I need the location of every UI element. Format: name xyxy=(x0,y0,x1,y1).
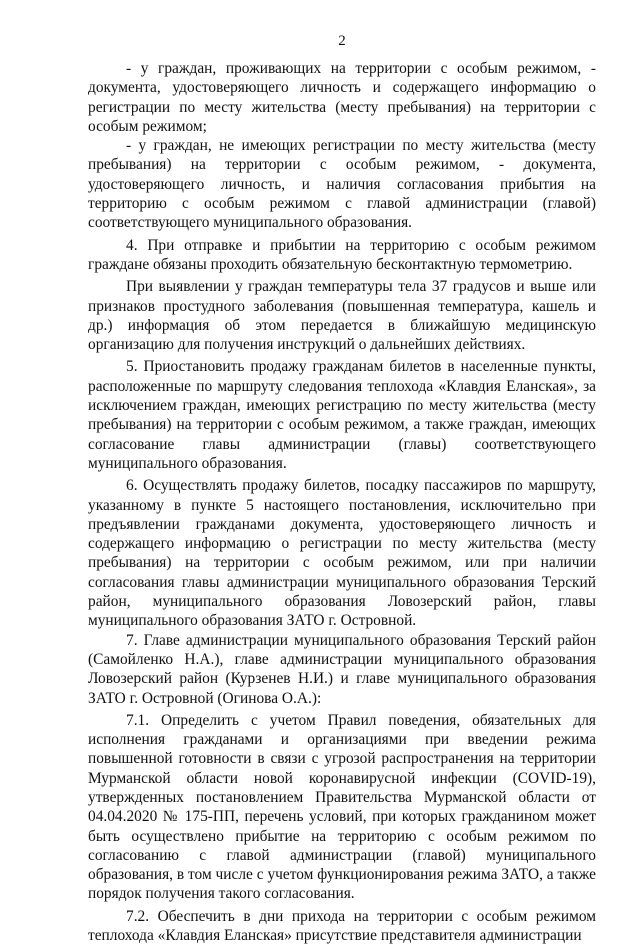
paragraph-item-7-1: 7.1. Определить с учетом Правил поведения, обязательных для исполнения гражданами и организациями при введении режима повышенной готовности в связи с угрозой распространения на территории Мурманской области новой коронавирусной инфекции (COVID-19), утвержденных постановлением Правительства Мурманской области от 04.04.2020 № 175-ПП, перечень условий, при которых гражданином может быть осуществлено прибытие на территорию с особым режимом по согласованию с главой администрации (главой) муниципального образования, в том числе с учетом функционирования режима ЗАТО, а также порядок получения такого согласования. xyxy=(88,711,596,903)
paragraph-residents-document: - у граждан, проживающих на территории с особым режимом, - документа, удостоверяющего личность и содержащего информацию о регистрации по месту жительства (месту пребывания) на территории с особым режимом; xyxy=(88,60,596,135)
paragraph-item-5-ticket-suspension: 5. Приостановить продажу гражданам билетов в населенные пункты, расположенные по маршруту следования теплохода «Клавдия Еланская», за исключением граждан, имеющих регистрацию по месту жительства (месту пребывания) на территории с особым режимом, а также граждан, имеющих согласование главы администрации (главы) соответствующего муниципального образования. xyxy=(88,358,596,472)
paragraph-nonresidents-document: - у граждан, не имеющих регистрации по месту жительства (месту пребывания) на территории с особым режимом, - документа, удостоверяющего личность, и наличия согласования прибытия на территорию с особым режимом с главой администрации (главой) соответствующего муниципального образования. xyxy=(88,137,596,232)
page-number: 2 xyxy=(338,33,346,49)
paragraph-item-6-ticket-sales: 6. Осуществлять продажу билетов, посадку пассажиров по маршруту, указанному в пункте 5 настоящего постановления, исключительно при предъявлении гражданами документа, удостоверяющего личность и содержащего информацию о регистрации по месту жительства (месту пребывания) на территории с особым режимом, или при наличии согласования главы администрации муниципального образования Терский район, муниципального образования Ловозерский район, главы муниципального образования ЗАТО г. Островной. xyxy=(88,477,596,630)
document-page xyxy=(88,32,596,945)
paragraph-item-7-2: 7.2. Обеспечить в дни прихода на территории с особым режимом теплохода «Клавдия Еланская» присутствие представителя администрации xyxy=(88,907,596,945)
paragraph-fever-detection: При выявлении у граждан температуры тела 37 градусов и выше или признаков простудного заболевания (повышенная температура, кашель и др.) информация об этом передается в ближайшую медицинскую организацию для получения инструкций о дальнейших действиях. xyxy=(88,278,596,354)
paragraph-item-7-heads: 7. Главе администрации муниципального образования Терский район (Самойленко Н.А.), главе администрации муниципального образования Ловозерский район (Курзенев Н.И.) и главе муниципального образования ЗАТО г. Островной (Огинова О.А.): xyxy=(88,631,596,707)
paragraph-item-4-thermometry: 4. При отправке и прибытии на территорию с особым режимом граждане обязаны проходить обязательную бесконтактную термометрию. xyxy=(88,236,596,273)
